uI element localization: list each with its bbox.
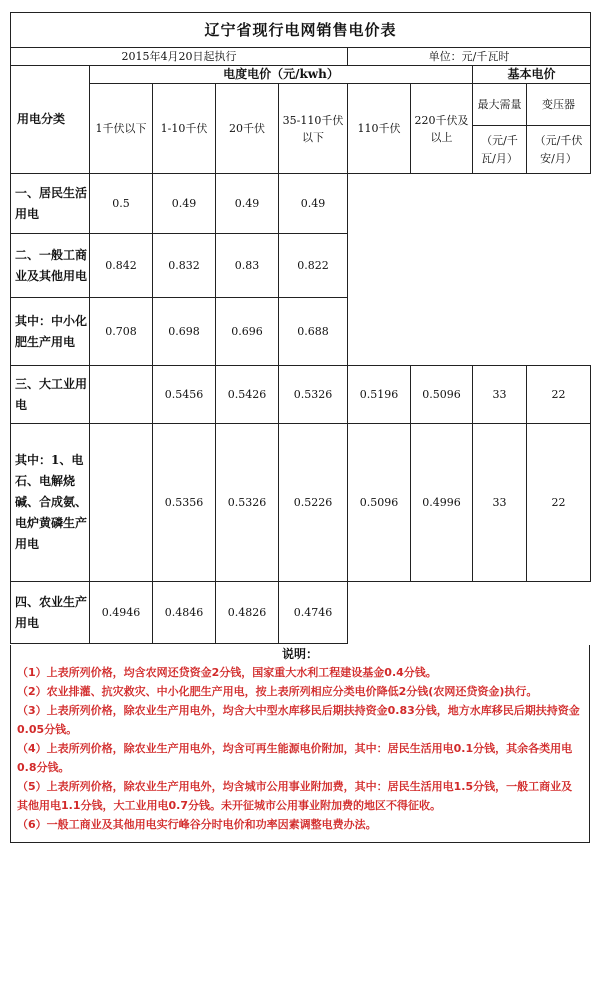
table-cell: 0.822 [279,234,348,298]
note-item: （1）上表所列价格，均含农网还贷资金2分钱，国家重大水利工程建设基金0.4分钱。 [17,666,437,679]
table-title: 辽宁省现行电网销售电价表 [11,13,591,48]
empty-area [348,174,591,366]
table-cell: 0.4946 [90,582,153,644]
table-cell: 0.5 [90,174,153,234]
unit-label: 单位：元/千瓦时 [348,48,591,66]
note-item: （3）上表所列价格，除农业生产用电外，均含大中型水库移民后期扶持资金0.83分钱，地方水库移民后期扶持资金0.05分钱。 [17,704,580,736]
table-cell: 0.5426 [216,366,279,424]
table-cell: 33 [473,424,527,582]
header-voltage-35-110kv: 35-110千伏以下 [279,84,348,174]
header-max-demand-unit: （元/千瓦/月） [473,126,527,174]
table-cell: 0.832 [153,234,216,298]
table-cell: 0.4996 [411,424,473,582]
note-item: （4）上表所列价格，除农业生产用电外，均含可再生能源电价附加，其中：居民生活用电0.1分钱，其余各类用电0.8分钱。 [17,742,573,774]
header-energy-price: 电度电价（元/kwh） [90,66,473,84]
notes-section [10,645,590,843]
table-cell: 0.5196 [348,366,411,424]
effective-date: 2015年4月20日起执行 [11,48,348,66]
empty-area [348,582,591,644]
table-cell: 0.49 [216,174,279,234]
price-table-container [10,12,590,644]
header-voltage-1kv: 1千伏以下 [90,84,153,174]
header-voltage-20kv: 20千伏 [216,84,279,174]
table-cell: 33 [473,366,527,424]
row-category: 四、农业生产用电 [11,582,90,644]
table-cell: 0.5096 [348,424,411,582]
row-category: 其中：1、电石、电解烧碱、合成氨、电炉黄磷生产用电 [11,424,90,582]
table-cell: 0.49 [279,174,348,234]
row-category: 其中：中小化肥生产用电 [11,298,90,366]
notes-title: 说明： [281,647,318,661]
header-basic-price: 基本电价 [473,66,591,84]
header-transformer-unit: （元/千伏安/月） [527,126,591,174]
table-cell: 0.5226 [279,424,348,582]
table-cell: 0.5096 [411,366,473,424]
header-voltage-220kv: 220千伏及以上 [411,84,473,174]
table-cell [90,366,153,424]
table-cell [90,424,153,582]
row-category: 一、居民生活用电 [11,174,90,234]
table-cell: 0.5456 [153,366,216,424]
table-cell: 0.4846 [153,582,216,644]
header-transformer: 变压器 [527,84,591,126]
header-voltage-1-10kv: 1-10千伏 [153,84,216,174]
header-category: 用电分类 [11,66,90,174]
table-cell: 0.5356 [153,424,216,582]
note-item: （6）一般工商业及其他用电实行峰谷分时电价和功率因素调整电费办法。 [17,818,377,831]
table-cell: 22 [527,366,591,424]
note-item: （2）农业排灌、抗灾救灾、中小化肥生产用电，按上表所列相应分类电价降低2分钱(农网还贷资金)执行。 [17,685,538,698]
row-category: 三、大工业用电 [11,366,90,424]
table-cell: 0.5326 [216,424,279,582]
table-cell: 0.696 [216,298,279,366]
table-cell: 0.4746 [279,582,348,644]
table-cell: 0.688 [279,298,348,366]
price-table [10,12,591,644]
table-cell: 0.698 [153,298,216,366]
header-voltage-110kv: 110千伏 [348,84,411,174]
row-category: 二、一般工商业及其他用电 [11,234,90,298]
table-cell: 22 [527,424,591,582]
note-item: （5）上表所列价格，除农业生产用电外，均含城市公用事业附加费，其中：居民生活用电1.5分钱，一般工商业及其他用电1.1分钱，大工业用电0.7分钱。未开征城市公用事业附加费的地区不得征收。 [17,780,573,812]
table-cell: 0.4826 [216,582,279,644]
table-cell: 0.49 [153,174,216,234]
table-cell: 0.708 [90,298,153,366]
table-cell: 0.5326 [279,366,348,424]
table-cell: 0.83 [216,234,279,298]
table-cell: 0.842 [90,234,153,298]
header-max-demand: 最大需量 [473,84,527,126]
